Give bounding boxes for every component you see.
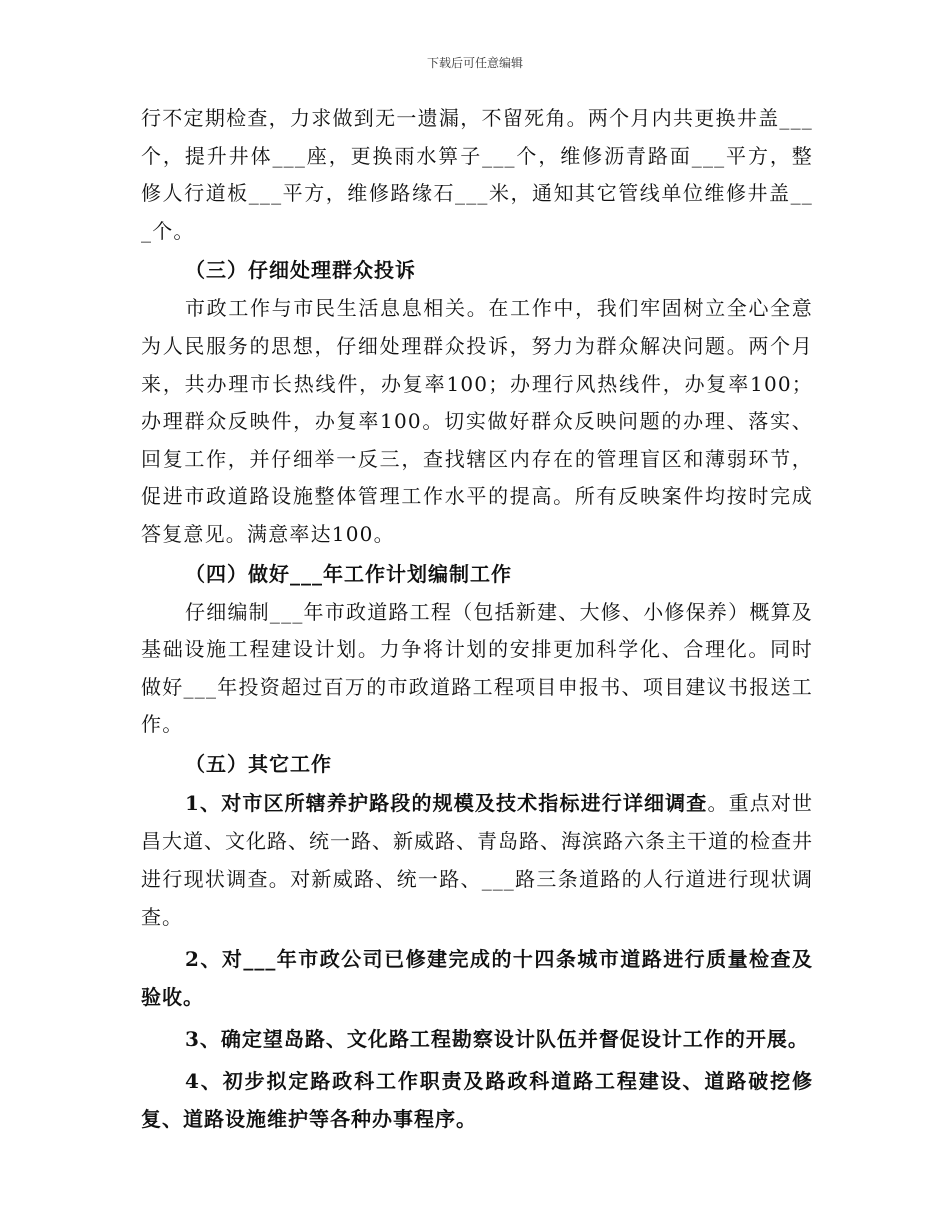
paragraph-complaints: 市政工作与市民生活息息相关。在工作中，我们牢固树立全心全意为人民服务的思想，仔细处理群众投诉，努力为群众解决问题。两个月来，共办理市长热线件，办复率100；办理行风热线件，办复率100；办理群众反映件，办复率100。切实做好群众反映问题的办理、落实、回复工作，并仔细举一反三，查找辖区内存在的管理盲区和薄弱环节，促进市政道路设施整体管理工作水平的提高。所有反映案件均按时完成答复意见。满意率达100。 [141, 296, 813, 546]
list-item-acceptance: 2、对___年市政公司已修建完成的十四条城市道路进行质量检查及验收。 [141, 946, 813, 1009]
heading-annual-plan: （四）做好___年工作计划编制工作 [185, 561, 512, 586]
list-item-survey [141, 784, 813, 936]
list-item-procedures: 4、初步拟定路政科工作职责及路政科道路工程建设、道路破挖修复、道路设施维护等各种办事程序。 [141, 1068, 813, 1131]
list-item-survey-title: 1、对市区所辖养护路段的规模及技术指标进行详细调查 [185, 790, 708, 815]
heading-complaints: （三）仔细处理群众投诉 [185, 258, 416, 283]
list-item-survey-detail: 。重点对世昌大道、文化路、统一路、新威路、青岛路、海滨路六条主干道的检查井进行现状调查。对新威路、统一路、___路三条道路的人行道进行现状调查。 [141, 790, 813, 929]
list-item-design-team: 3、确定望岛路、文化路工程勘察设计队伍并督促设计工作的开展。 [185, 1026, 809, 1051]
heading-other-work: （五）其它工作 [185, 751, 332, 776]
paragraph-inspection: 行不定期检查，力求做到无一遗漏，不留死角。两个月内共更换井盖___个，提升井体___座，更换雨水箅子___个，维修沥青路面___平方，整修人行道板___平方，维修路缘石___米，通知其它管线单位维修井盖___个。 [141, 106, 813, 243]
page-header: 下载后可任意编辑 [426, 56, 523, 70]
document-body [141, 100, 813, 1138]
paragraph-annual-plan: 仔细编制___年市政道路工程（包括新建、大修、小修保养）概算及基础设施工程建设计划。力争将计划的安排更加科学化、合理化。同时做好___年投资超过百万的市政道路工程项目申报书、项目建议书报送工作。 [141, 599, 813, 737]
